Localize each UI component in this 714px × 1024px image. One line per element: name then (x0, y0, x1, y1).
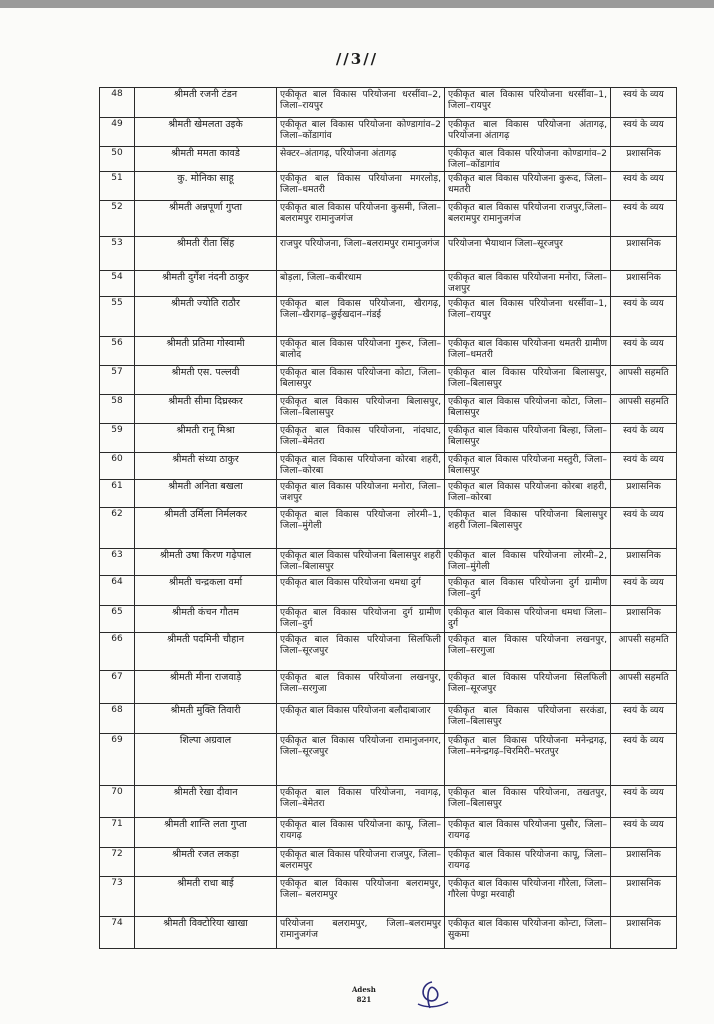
transfer-posting-cell: एकीकृत बाल विकास परियोजना बिलासपुर शहरी जिला–बिलासपुर (445, 508, 611, 549)
transfer-reason-cell: आपसी सहमति (611, 366, 677, 395)
serial-number-cell: 53 (100, 237, 135, 271)
table-row (100, 395, 677, 424)
transfer-posting-cell: एकीकृत बाल विकास परियोजना मस्तुरी, जिला–बिलासपुर (445, 453, 611, 480)
transfer-reason-cell: प्रशासनिक (611, 877, 677, 917)
table-row (100, 337, 677, 366)
employee-name-cell: श्रीमती खेमलता उइके (135, 118, 277, 147)
transfer-reason-cell: स्वयं के व्यय (611, 118, 677, 147)
table-row (100, 424, 677, 453)
table-row (100, 118, 677, 147)
transfer-posting-cell: एकीकृत बाल विकास परियोजना कोटा, जिला–बिलासपुर (445, 395, 611, 424)
transfer-posting-cell: एकीकृत बाल विकास परियोजना कोन्टा, जिला–सुकमा (445, 917, 611, 949)
current-posting-cell: राजपुर परियोजना, जिला–बलरामपुर रामानुजगंज (277, 237, 445, 271)
current-posting-cell: एकीकृत बाल विकास परियोजना बलौदाबाजार (277, 704, 445, 734)
current-posting-cell: एकीकृत बाल विकास परियोजना सिलफिली जिला–सूरजपुर (277, 633, 445, 671)
current-posting-cell: एकीकृत बाल विकास परियोजना कापू, जिला–रायगढ़ (277, 818, 445, 848)
transfer-table-body (100, 88, 677, 949)
employee-name-cell: श्रीमती संध्या ठाकुर (135, 453, 277, 480)
serial-number-cell: 49 (100, 118, 135, 147)
serial-number-cell: 62 (100, 508, 135, 549)
employee-name-cell: श्रीमती चन्द्रकला वर्मा (135, 576, 277, 606)
transfer-reason-cell: स्वयं के व्यय (611, 576, 677, 606)
current-posting-cell: एकीकृत बाल विकास परियोजना मगरलोड़, जिला–धमतरी (277, 172, 445, 201)
top-edge-bar (0, 0, 714, 8)
employee-name-cell: श्रीमती प्रतिमा गोस्वामी (135, 337, 277, 366)
current-posting-cell: सेक्टर–अंतागढ़, परियोजना अंतागढ़ (277, 147, 445, 172)
footer-initials: Adesh (352, 985, 376, 994)
transfer-posting-cell: एकीकृत बाल विकास परियोजना लखनपुर, जिला–सरगुजा (445, 633, 611, 671)
employee-name-cell: श्रीमती सीमा दिघ्रस्कर (135, 395, 277, 424)
current-posting-cell: एकीकृत बाल विकास परियोजना लखनपुर, जिला–सरगुजा (277, 671, 445, 704)
employee-name-cell: श्रीमती कंचन गौतम (135, 606, 277, 633)
transfer-posting-cell: एकीकृत बाल विकास परियोजना गौरेला, जिला–गौरेला पेण्ड्रा मरवाही (445, 877, 611, 917)
transfer-reason-cell: स्वयं के व्यय (611, 201, 677, 237)
transfer-reason-cell: स्वयं के व्यय (611, 786, 677, 818)
serial-number-cell: 74 (100, 917, 135, 949)
transfer-reason-cell: प्रशासनिक (611, 147, 677, 172)
transfer-posting-cell: एकीकृत बाल विकास परियोजना सिलफिली जिला–सूरजपुर (445, 671, 611, 704)
transfer-reason-cell: प्रशासनिक (611, 606, 677, 633)
table-row (100, 818, 677, 848)
current-posting-cell: एकीकृत बाल विकास परियोजना बिलासपुर, जिला–बिलासपुर (277, 395, 445, 424)
transfer-reason-cell: आपसी सहमति (611, 395, 677, 424)
current-posting-cell: एकीकृत बाल विकास परियोजना बिलासपुर शहरी जिला–बिलासपुर (277, 549, 445, 576)
employee-name-cell: श्रीमती पदमिनी चौहान (135, 633, 277, 671)
current-posting-cell: एकीकृत बाल विकास परियोजना लोरमी–1, जिला–मुंगेली (277, 508, 445, 549)
transfer-posting-cell: एकीकृत बाल विकास परियोजना सरकंडा, जिला–बिलासपुर (445, 704, 611, 734)
transfer-posting-cell: एकीकृत बाल विकास परियोजना दुर्ग ग्रामीण जिला–दुर्ग (445, 576, 611, 606)
transfer-reason-cell: प्रशासनिक (611, 480, 677, 508)
table-row (100, 88, 677, 118)
transfer-posting-cell: एकीकृत बाल विकास परियोजना धरसींवा–1, जिला–रायपुर (445, 297, 611, 337)
table-row (100, 917, 677, 949)
transfer-posting-cell: एकीकृत बाल विकास परियोजना बिलासपुर, जिला–बिलासपुर (445, 366, 611, 395)
table-row (100, 172, 677, 201)
employee-name-cell: शिल्पा अग्रवाल (135, 734, 277, 786)
serial-number-cell: 73 (100, 877, 135, 917)
serial-number-cell: 50 (100, 147, 135, 172)
table-row (100, 606, 677, 633)
employee-name-cell: श्रीमती उषा किरण गढ़ेपाल (135, 549, 277, 576)
signature-mark (412, 978, 452, 1014)
serial-number-cell: 72 (100, 848, 135, 877)
transfer-posting-cell: एकीकृत बाल विकास परियोजना बिल्हा, जिला–बिलासपुर (445, 424, 611, 453)
employee-name-cell: श्रीमती रजनी टंडन (135, 88, 277, 118)
transfer-posting-cell: एकीकृत बाल विकास परियोजना, तखतपुर, जिला–बिलासपुर (445, 786, 611, 818)
serial-number-cell: 68 (100, 704, 135, 734)
table-row (100, 297, 677, 337)
employee-name-cell: श्रीमती उर्मिला निर्मलकर (135, 508, 277, 549)
table-row (100, 366, 677, 395)
serial-number-cell: 66 (100, 633, 135, 671)
table-row (100, 237, 677, 271)
table-row (100, 786, 677, 818)
serial-number-cell: 70 (100, 786, 135, 818)
employee-name-cell: श्रीमती अनिता बखला (135, 480, 277, 508)
transfer-reason-cell: आपसी सहमति (611, 671, 677, 704)
current-posting-cell: एकीकृत बाल विकास परियोजना दुर्ग ग्रामीण जिला–दुर्ग (277, 606, 445, 633)
table-row (100, 848, 677, 877)
table-row (100, 704, 677, 734)
transfer-reason-cell: आपसी सहमति (611, 633, 677, 671)
serial-number-cell: 48 (100, 88, 135, 118)
employee-name-cell: श्रीमती ज्योति राठौर (135, 297, 277, 337)
current-posting-cell: एकीकृत बाल विकास परियोजना, नांदघाट, जिला–बेमेतरा (277, 424, 445, 453)
transfer-posting-cell: एकीकृत बाल विकास परियोजना कोण्डागांव–2 जिला–कोंडागांव (445, 147, 611, 172)
transfer-reason-cell: स्वयं के व्यय (611, 88, 677, 118)
employee-name-cell: श्रीमती रीता सिंह (135, 237, 277, 271)
transfer-reason-cell: स्वयं के व्यय (611, 704, 677, 734)
transfer-reason-cell: स्वयं के व्यय (611, 424, 677, 453)
serial-number-cell: 57 (100, 366, 135, 395)
current-posting-cell: एकीकृत बाल विकास परियोजना बलरामपुर, जिला– बलरामपुर (277, 877, 445, 917)
table-row (100, 549, 677, 576)
page-number: //3// (335, 50, 379, 68)
serial-number-cell: 69 (100, 734, 135, 786)
transfer-posting-cell: एकीकृत बाल विकास परियोजना कुरूद, जिला–धमतरी (445, 172, 611, 201)
table-row (100, 633, 677, 671)
current-posting-cell: एकीकृत बाल विकास परियोजना कोटा, जिला–बिलासपुर (277, 366, 445, 395)
transfer-posting-cell: एकीकृत बाल विकास परियोजना मनेन्द्रगढ़, जिला–मनेन्द्रगढ़–चिरमिरी–भरतपुर (445, 734, 611, 786)
transfer-reason-cell: प्रशासनिक (611, 237, 677, 271)
employee-name-cell: श्रीमती दुर्गेश नंदनी ठाकुर (135, 271, 277, 297)
transfer-posting-cell: एकीकृत बाल विकास परियोजना राजपुर,जिला–बलरामपुर रामानुजगंज (445, 201, 611, 237)
current-posting-cell: एकीकृत बाल विकास परियोजना, नवागढ़, जिला–बेमेतरा (277, 786, 445, 818)
transfer-reason-cell: स्वयं के व्यय (611, 818, 677, 848)
table-row (100, 671, 677, 704)
table-row (100, 147, 677, 172)
transfer-table (99, 87, 677, 949)
transfer-posting-cell: परियोजना भैयाथान जिला–सूरजपुर (445, 237, 611, 271)
serial-number-cell: 55 (100, 297, 135, 337)
serial-number-cell: 67 (100, 671, 135, 704)
current-posting-cell: बोड़ला, जिला–कबीरधाम (277, 271, 445, 297)
transfer-reason-cell: स्वयं के व्यय (611, 297, 677, 337)
transfer-posting-cell: एकीकृत बाल विकास परियोजना कापू, जिला–रायगढ़ (445, 848, 611, 877)
serial-number-cell: 60 (100, 453, 135, 480)
employee-name-cell: श्रीमती मुक्ति तिवारी (135, 704, 277, 734)
employee-name-cell: श्रीमती ममता कावडे (135, 147, 277, 172)
current-posting-cell: एकीकृत बाल विकास परियोजना गुरूर, जिला– बालोद (277, 337, 445, 366)
transfer-posting-cell: एकीकृत बाल विकास परियोजना लोरमी–2, जिला–मुंगेली (445, 549, 611, 576)
transfer-posting-cell: एकीकृत बाल विकास परियोजना धमधा जिला–दुर्ग (445, 606, 611, 633)
transfer-posting-cell: एकीकृत बाल विकास परियोजना कोरबा शहरी, जिला–कोरबा (445, 480, 611, 508)
current-posting-cell: एकीकृत बाल विकास परियोजना कोरबा शहरी, जिला–कोरबा (277, 453, 445, 480)
serial-number-cell: 52 (100, 201, 135, 237)
current-posting-cell: एकीकृत बाल विकास परियोजना राजपुर, जिला–बलरामपुर (277, 848, 445, 877)
serial-number-cell: 64 (100, 576, 135, 606)
table-row (100, 201, 677, 237)
employee-name-cell: कु. मोनिका साहू (135, 172, 277, 201)
transfer-reason-cell: स्वयं के व्यय (611, 337, 677, 366)
employee-name-cell: श्रीमती शान्ति लता गुप्ता (135, 818, 277, 848)
current-posting-cell: एकीकृत बाल विकास परियोजना धरसींवा–2, जिला–रायपुर (277, 88, 445, 118)
serial-number-cell: 56 (100, 337, 135, 366)
serial-number-cell: 65 (100, 606, 135, 633)
transfer-reason-cell: प्रशासनिक (611, 917, 677, 949)
current-posting-cell: एकीकृत बाल विकास परियोजना कुसमी, जिला–बलरामपुर रामानुजगंज (277, 201, 445, 237)
employee-name-cell: श्रीमती एस. पल्लवी (135, 366, 277, 395)
transfer-reason-cell: प्रशासनिक (611, 271, 677, 297)
table-row (100, 877, 677, 917)
serial-number-cell: 71 (100, 818, 135, 848)
transfer-reason-cell: स्वयं के व्यय (611, 172, 677, 201)
serial-number-cell: 63 (100, 549, 135, 576)
table-row (100, 576, 677, 606)
serial-number-cell: 51 (100, 172, 135, 201)
serial-number-cell: 58 (100, 395, 135, 424)
table-row (100, 734, 677, 786)
serial-number-cell: 61 (100, 480, 135, 508)
footer-number: 821 (356, 995, 372, 1004)
transfer-reason-cell: स्वयं के व्यय (611, 453, 677, 480)
employee-name-cell: श्रीमती राधा बाई (135, 877, 277, 917)
current-posting-cell: एकीकृत बाल विकास परियोजना, खैरागढ़, जिला–खैरागढ़–छुईखदान–गंडई (277, 297, 445, 337)
current-posting-cell: एकीकृत बाल विकास परियोजना धमधा दुर्ग (277, 576, 445, 606)
current-posting-cell: एकीकृत बाल विकास परियोजना रामानुजनगर, जिला–सूरजपुर (277, 734, 445, 786)
current-posting-cell: परियोजना बलरामपुर, जिला–बलरामपुर रामानुजगंज (277, 917, 445, 949)
table-row (100, 271, 677, 297)
transfer-posting-cell: एकीकृत बाल विकास परियोजना मनोरा, जिला–जशपुर (445, 271, 611, 297)
transfer-posting-cell: एकीकृत बाल विकास परियोजना धमतरी ग्रामीण जिला–धमतरी (445, 337, 611, 366)
transfer-posting-cell: एकीकृत बाल विकास परियोजना पुसौर, जिला–रायगढ़ (445, 818, 611, 848)
transfer-reason-cell: स्वयं के व्यय (611, 734, 677, 786)
current-posting-cell: एकीकृत बाल विकास परियोजना कोण्डागांव–2 जिला–कोंडागांव (277, 118, 445, 147)
employee-name-cell: श्रीमती विक्टोरिया खाखा (135, 917, 277, 949)
table-row (100, 508, 677, 549)
transfer-reason-cell: स्वयं के व्यय (611, 508, 677, 549)
transfer-posting-cell: एकीकृत बाल विकास परियोजना धरसींवा–1, जिला–रायपुर (445, 88, 611, 118)
transfer-reason-cell: प्रशासनिक (611, 848, 677, 877)
employee-name-cell: श्रीमती रेखा दीवान (135, 786, 277, 818)
table-row (100, 453, 677, 480)
transfer-reason-cell: प्रशासनिक (611, 549, 677, 576)
serial-number-cell: 59 (100, 424, 135, 453)
current-posting-cell: एकीकृत बाल विकास परियोजना मनोरा, जिला–जशपुर (277, 480, 445, 508)
transfer-posting-cell: एकीकृत बाल विकास परियोजना अंतागढ़, परियोजना अंतागढ़ (445, 118, 611, 147)
employee-name-cell: श्रीमती अन्नपूर्णा गुप्ता (135, 201, 277, 237)
employee-name-cell: श्रीमती रजत लकड़ा (135, 848, 277, 877)
footer-note (352, 985, 376, 1005)
table-row (100, 480, 677, 508)
serial-number-cell: 54 (100, 271, 135, 297)
employee-name-cell: श्रीमती रानू मिश्रा (135, 424, 277, 453)
employee-name-cell: श्रीमती मीना राजवाड़े (135, 671, 277, 704)
